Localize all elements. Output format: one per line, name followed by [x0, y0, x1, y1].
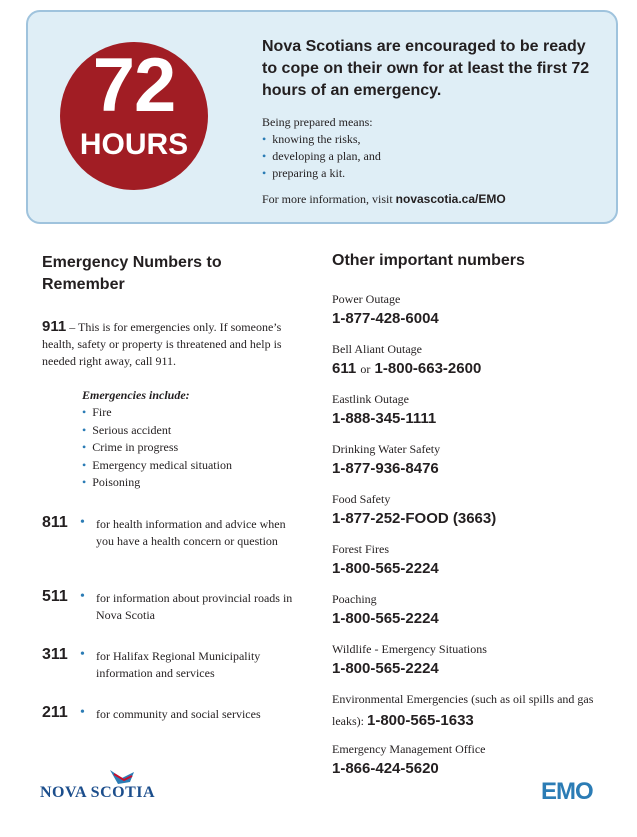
entry-phone: 1-877-428-6004: [332, 310, 439, 327]
entry-label: Bell Aliant Outage: [332, 342, 422, 356]
other-numbers-heading: Other important numbers: [332, 252, 525, 269]
entry-label: Drinking Water Safety: [332, 442, 441, 456]
info-banner: [26, 10, 618, 224]
entry-poaching: [332, 592, 602, 629]
emergency-numbers-heading: Emergency Numbers to Remember: [42, 254, 222, 293]
entry-phone: [332, 359, 602, 379]
entry-phone-a: 611: [332, 360, 357, 377]
bullet-icon: •: [80, 705, 85, 720]
entry-or: or: [360, 362, 371, 376]
entry-environmental: [332, 688, 612, 732]
entry-phone: 1-877-252-FOOD (3663): [332, 510, 497, 527]
entry-phone: 1-800-565-2224: [332, 610, 439, 627]
prepared-intro: Being prepared means:: [262, 115, 373, 129]
list-item: • Poisoning: [82, 474, 232, 492]
entry-food-safety: [332, 492, 602, 529]
entry-label: Environmental Emergencies (such as oil spills and gas leaks):: [332, 692, 594, 728]
entry-label: Food Safety: [332, 492, 391, 506]
banner-headline: Nova Scotians are encouraged to be ready to cope on their own for at least the first 72 hours of an emergency.: [262, 38, 590, 99]
service-number: 511: [42, 588, 68, 605]
service-text: for community and social services: [96, 707, 261, 721]
list-item: • preparing a kit.: [262, 165, 381, 182]
service-number: 211: [42, 704, 68, 721]
emergencies-heading: Emergencies include:: [82, 388, 190, 402]
service-number: 811: [42, 514, 68, 531]
911-number: 911: [42, 318, 67, 335]
list-item: • Emergency medical situation: [82, 457, 232, 475]
entry-label: Emergency Management Office: [332, 742, 486, 756]
entry-phone: 1-800-565-2224: [332, 560, 439, 577]
entry-phone-b: 1-800-663-2600: [374, 360, 482, 377]
entry-label: Wildlife - Emergency Situations: [332, 642, 487, 656]
list-item: • Serious accident: [82, 422, 232, 440]
emergencies-list: [82, 404, 232, 492]
entry-phone: 1-866-424-5620: [332, 760, 439, 777]
badge-number: 72: [92, 43, 176, 128]
more-info: [262, 192, 506, 207]
service-text: for Halifax Regional Municipality information and services: [96, 649, 261, 680]
bullet-icon: •: [80, 515, 85, 530]
entry-phone: 1-800-565-2224: [332, 660, 439, 677]
entry-phone: 1-888-345-1111: [332, 410, 437, 427]
entry-label: Forest Fires: [332, 542, 389, 556]
72-hours-badge: [60, 42, 208, 190]
list-item: • Crime in progress: [82, 439, 232, 457]
entry-emo: [332, 742, 602, 779]
911-paragraph: [42, 318, 312, 370]
emo-logo: EMO: [541, 778, 593, 805]
bullet-icon: •: [80, 647, 85, 662]
entry-forest-fires: [332, 542, 602, 579]
entry-drinking-water: [332, 442, 602, 479]
entry-phone: 1-877-936-8476: [332, 460, 439, 477]
service-number: 311: [42, 646, 68, 663]
entry-eastlink: [332, 392, 602, 429]
entry-label: Power Outage: [332, 292, 401, 306]
entry-power-outage: [332, 292, 602, 329]
911-text: – This is for emergencies only. If someone’s health, safety or property is threatened and help is needed right away, call 911.: [42, 320, 282, 368]
entry-wildlife: [332, 642, 602, 679]
entry-label: Eastlink Outage: [332, 392, 409, 406]
service-text: for health information and advice when you have a health concern or question: [96, 517, 286, 548]
service-text: for information about provincial roads in Nova Scotia: [96, 591, 293, 622]
more-info-link[interactable]: novascotia.ca/EMO: [395, 192, 506, 206]
badge-unit: HOURS: [79, 128, 189, 161]
entry-phone: 1-800-565-1633: [367, 712, 474, 729]
more-info-prefix: For more information, visit: [262, 192, 396, 206]
entry-bell-aliant: [332, 342, 602, 379]
list-item: • developing a plan, and: [262, 148, 381, 165]
list-item: • knowing the risks,: [262, 131, 381, 148]
bullet-icon: •: [80, 589, 85, 604]
prepared-list: [262, 131, 381, 182]
list-item: • Fire: [82, 404, 232, 422]
nova-scotia-logo: NOVA SCOTIA: [40, 784, 156, 801]
entry-label: Poaching: [332, 592, 377, 606]
